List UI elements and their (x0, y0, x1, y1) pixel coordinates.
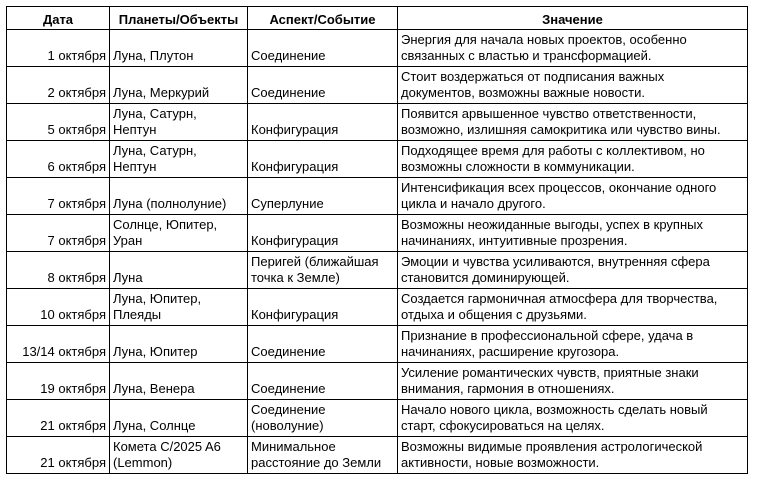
cell-objects-line: Уран (113, 233, 143, 248)
cell-objects (110, 215, 248, 252)
cell-date: 6 октября (7, 141, 110, 178)
table-row (7, 437, 748, 474)
table-row (7, 67, 748, 104)
cell-meaning-line: Энергия для начала новых проектов, особенно (401, 32, 687, 47)
cell-aspect-line: точка к Земле) (251, 270, 340, 285)
cell-aspect (248, 363, 398, 400)
cell-meaning-line: начинаниях, интуитивные прозрения. (401, 233, 628, 248)
cell-aspect (248, 289, 398, 326)
cell-aspect (248, 178, 398, 215)
table-row (7, 104, 748, 141)
cell-meaning (398, 252, 748, 289)
cell-objects-line: (Lemmon) (113, 455, 173, 470)
cell-date: 21 октября (7, 437, 110, 474)
cell-aspect-line: Минимальное (251, 439, 336, 454)
cell-objects-line: Луна (полнолуние) (113, 196, 227, 211)
cell-objects (110, 326, 248, 363)
cell-aspect-line: Соединение (251, 402, 326, 417)
cell-objects-line: Луна, Солнце (113, 418, 196, 433)
cell-meaning-line: Интенсификация всех процессов, окончание одного (401, 180, 717, 195)
cell-meaning-line: внимания, гармония в отношениях. (401, 381, 615, 396)
cell-meaning (398, 104, 748, 141)
cell-date: 1 октября (7, 30, 110, 67)
cell-aspect (248, 326, 398, 363)
table-row (7, 141, 748, 178)
cell-aspect (248, 104, 398, 141)
cell-objects (110, 30, 248, 67)
cell-date: 19 октября (7, 363, 110, 400)
cell-meaning (398, 30, 748, 67)
cell-objects-line: Нептун (113, 122, 157, 137)
cell-meaning-line: связанных с властью и трансформацией. (401, 48, 652, 63)
cell-date: 10 октября (7, 289, 110, 326)
cell-meaning-line: отдыха и общения с друзьями. (401, 307, 587, 322)
cell-aspect (248, 67, 398, 104)
cell-objects-line: Солнце, Юпитер, (113, 217, 218, 232)
cell-meaning (398, 437, 748, 474)
cell-meaning-line: Создается гармоничная атмосфера для творчества, (401, 291, 718, 306)
cell-meaning (398, 215, 748, 252)
astro-events-table (6, 6, 748, 474)
cell-aspect (248, 215, 398, 252)
cell-objects-line: Луна, Юпитер (113, 344, 198, 359)
cell-aspect-line: Перигей (ближайшая (251, 254, 379, 269)
cell-meaning-line: Возможны видимые проявления астрологической (401, 439, 703, 454)
cell-meaning-line: Эмоции и чувства усиливаются, внутренняя сфера (401, 254, 710, 269)
table-row (7, 289, 748, 326)
cell-meaning (398, 363, 748, 400)
cell-date: 8 октября (7, 252, 110, 289)
cell-date: 21 октября (7, 400, 110, 437)
cell-objects-line: Луна, Сатурн, (113, 143, 197, 158)
cell-objects (110, 289, 248, 326)
cell-objects-line: Луна, Меркурий (113, 85, 210, 100)
cell-meaning-line: начинаниях, расширение кругозора. (401, 344, 620, 359)
cell-objects (110, 178, 248, 215)
cell-date: 7 октября (7, 215, 110, 252)
cell-objects (110, 400, 248, 437)
header-date: Дата (7, 7, 110, 30)
cell-objects-line: Луна, Юпитер, (113, 291, 202, 306)
cell-aspect (248, 141, 398, 178)
cell-aspect (248, 400, 398, 437)
table-row (7, 30, 748, 67)
cell-objects-line: Комета C/2025 A6 (113, 439, 221, 454)
table-body (7, 30, 748, 474)
cell-meaning (398, 326, 748, 363)
table-row (7, 400, 748, 437)
cell-meaning-line: активности, новые возможности. (401, 455, 600, 470)
cell-meaning (398, 141, 748, 178)
cell-date: 13/14 октября (7, 326, 110, 363)
cell-meaning-line: Стоит воздержаться от подписания важных (401, 69, 665, 84)
cell-aspect-line: Конфигурация (251, 233, 339, 248)
cell-aspect-line: Соединение (251, 85, 326, 100)
cell-meaning-line: Возможны неожиданные выгоды, успех в крупных (401, 217, 703, 232)
cell-meaning (398, 67, 748, 104)
header-aspect: Аспект/Событие (248, 7, 398, 30)
cell-objects (110, 67, 248, 104)
cell-objects (110, 252, 248, 289)
table-row (7, 326, 748, 363)
cell-date: 5 октября (7, 104, 110, 141)
cell-aspect-line: Конфигурация (251, 122, 339, 137)
header-objects: Планеты/Объекты (110, 7, 248, 30)
cell-objects-line: Луна, Плутон (113, 48, 194, 63)
cell-objects-line: Луна, Венера (113, 381, 195, 396)
cell-aspect-line: (новолуние) (251, 418, 324, 433)
cell-aspect-line: Конфигурация (251, 159, 339, 174)
cell-aspect (248, 30, 398, 67)
cell-meaning (398, 400, 748, 437)
cell-meaning-line: становится доминирующей. (401, 270, 570, 285)
cell-meaning (398, 289, 748, 326)
cell-meaning-line: Подходящее время для работы с коллективом, но (401, 143, 705, 158)
cell-meaning-line: Усиление романтических чувств, приятные знаки (401, 365, 699, 380)
cell-meaning-line: Начало нового цикла, возможность сделать новый (401, 402, 708, 417)
cell-meaning-line: документов, возможны важные новости. (401, 85, 645, 100)
cell-objects-line: Луна (113, 270, 143, 285)
cell-meaning-line: возможны сложности в коммуникации. (401, 159, 635, 174)
cell-objects (110, 141, 248, 178)
cell-meaning-line: старт, сфокусироваться на целях. (401, 418, 605, 433)
cell-meaning-line: Появится арвышенное чувство ответственности, (401, 106, 697, 121)
cell-aspect (248, 437, 398, 474)
cell-date: 2 октября (7, 67, 110, 104)
cell-aspect-line: Соединение (251, 344, 326, 359)
cell-meaning-line: Признание в профессиональной сфере, удача в (401, 328, 694, 343)
cell-objects-line: Луна, Сатурн, (113, 106, 197, 121)
table-row (7, 178, 748, 215)
cell-aspect-line: Соединение (251, 48, 326, 63)
cell-objects (110, 363, 248, 400)
header-meaning: Значение (398, 7, 748, 30)
cell-date: 7 октября (7, 178, 110, 215)
astro-calendar-sheet (6, 6, 748, 474)
cell-meaning (398, 178, 748, 215)
cell-aspect-line: Соединение (251, 381, 326, 396)
table-row (7, 252, 748, 289)
cell-aspect-line: Суперлуние (251, 196, 324, 211)
cell-aspect-line: расстояние до Земли (251, 455, 382, 470)
cell-objects (110, 104, 248, 141)
table-header-row (7, 7, 748, 30)
cell-objects-line: Нептун (113, 159, 157, 174)
cell-objects-line: Плеяды (113, 307, 162, 322)
cell-objects (110, 437, 248, 474)
cell-meaning-line: цикла и начало другого. (401, 196, 546, 211)
table-row (7, 215, 748, 252)
cell-aspect-line: Конфигурация (251, 307, 339, 322)
table-row (7, 363, 748, 400)
cell-meaning-line: возможно, излишняя самокритика или чувство вины. (401, 122, 721, 137)
cell-aspect (248, 252, 398, 289)
